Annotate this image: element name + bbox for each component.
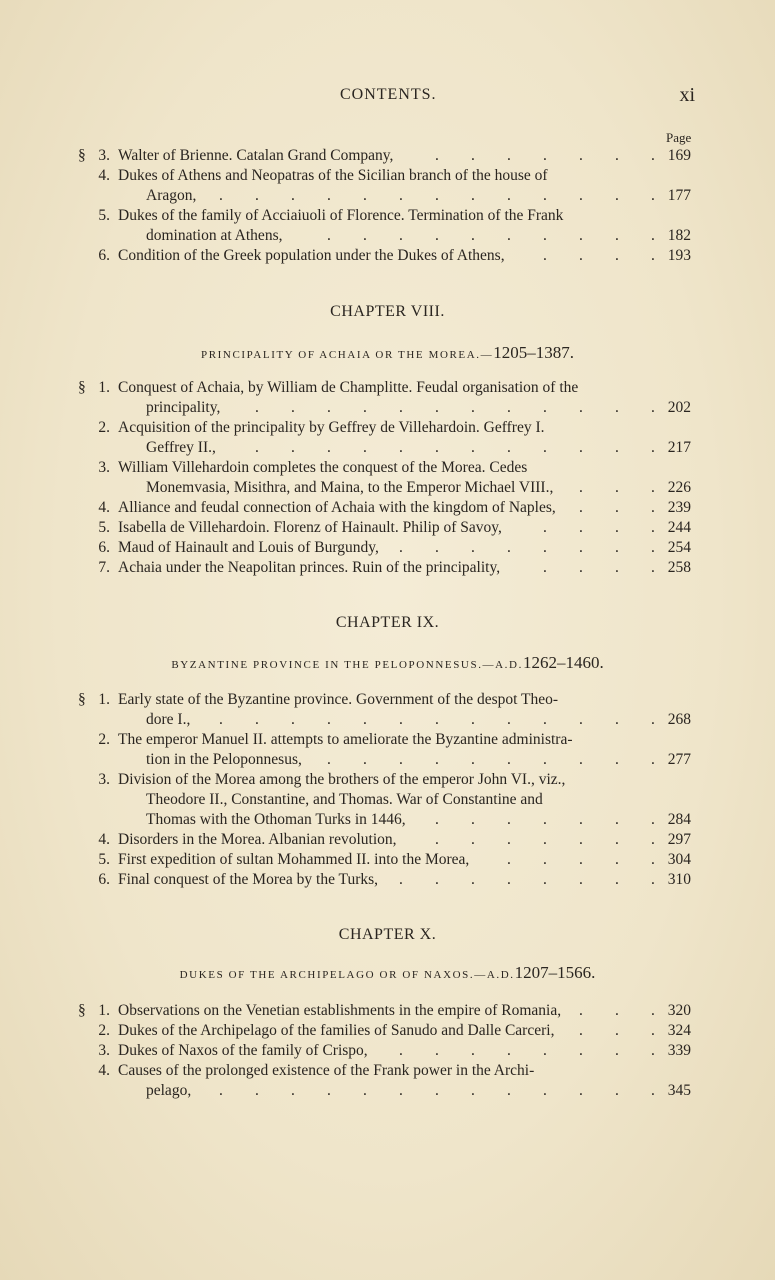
entry-page: 339 <box>667 1042 691 1059</box>
entry-text: Acquisition of the principality by Geffrey de Villehardoin. Geffrey I. <box>118 419 545 436</box>
entry-text: Isabella de Villehardoin. Florenz of Hainault. Philip of Savoy, <box>118 519 502 536</box>
leader-dot: . <box>507 1082 511 1099</box>
entry-text: Thomas with the Othoman Turks in 1446, <box>146 811 406 828</box>
entry-number: 3. <box>98 147 110 164</box>
leader-dot: . <box>579 439 583 456</box>
leader-dot: . <box>471 1042 475 1059</box>
toc-entry <box>0 246 775 266</box>
entry-number: 1. <box>98 379 110 396</box>
entry-page: 258 <box>667 559 691 576</box>
toc-entry <box>0 498 775 518</box>
leader-dot: . <box>471 811 475 828</box>
entry-text: Causes of the prolonged existence of the Frank power in the Archi- <box>118 1062 535 1079</box>
leader-dot: . <box>579 187 583 204</box>
leader-dot: . <box>435 711 439 728</box>
leader-dot: . <box>651 227 655 244</box>
entry-page: 320 <box>667 1002 691 1019</box>
entry-number: 7. <box>98 559 110 576</box>
entry-text: Achaia under the Neapolitan princes. Ruin of the principality, <box>118 559 501 576</box>
entry-number: 2. <box>98 419 110 436</box>
leader-dot: . <box>579 831 583 848</box>
entry-number: 1. <box>98 691 110 708</box>
page-header <box>0 86 775 112</box>
toc-entry <box>0 538 775 558</box>
entry-page: 284 <box>667 811 691 828</box>
leader-dot: . <box>543 831 547 848</box>
leader-dot: . <box>615 247 619 264</box>
entry-text: Dukes of Naxos of the family of Crispo, <box>118 1042 368 1059</box>
leader-dot: . <box>543 1082 547 1099</box>
leader-dot: . <box>327 187 331 204</box>
entry-text: Early state of the Byzantine province. Government of the despot Theo- <box>118 691 559 708</box>
leader-dot: . <box>363 711 367 728</box>
toc-entry <box>0 1021 775 1041</box>
leader-dot: . <box>651 851 655 868</box>
leader-dot: . <box>327 439 331 456</box>
leader-dot: . <box>543 439 547 456</box>
entry-text: Dukes of the Archipelago of the families of Sanudo and Dalle Carceri, <box>118 1022 555 1039</box>
entry-number: 5. <box>98 519 110 536</box>
entry-text: Conquest of Achaia, by William de Champlitte. Feudal organisation of the <box>118 379 579 396</box>
leader-dot: . <box>651 519 655 536</box>
chapter-title: CHAPTER VIII. <box>330 303 445 320</box>
chapter-subtitle <box>0 343 775 363</box>
chapter-subtitle <box>0 653 775 673</box>
leader-dot: . <box>291 187 295 204</box>
leader-dot: . <box>615 1042 619 1059</box>
leader-dot: . <box>651 811 655 828</box>
entry-number: 5. <box>98 851 110 868</box>
entry-number: 4. <box>98 1062 110 1079</box>
leader-dot: . <box>543 851 547 868</box>
leader-dot: . <box>615 499 619 516</box>
leader-dot: . <box>435 187 439 204</box>
running-title: CONTENTS. <box>340 86 437 103</box>
entry-page: 324 <box>667 1022 691 1039</box>
leader-dot: . <box>507 811 511 828</box>
leader-dot: . <box>291 439 295 456</box>
leader-dot: . <box>435 439 439 456</box>
toc-entry <box>0 458 775 498</box>
entry-text: Aragon, <box>146 187 197 204</box>
entry-page: 202 <box>667 399 691 416</box>
leader-dot: . <box>507 399 511 416</box>
leader-dot: . <box>327 227 331 244</box>
leader-dot: . <box>579 519 583 536</box>
leader-dot: . <box>579 559 583 576</box>
entry-number: 3. <box>98 1042 110 1059</box>
leader-dot: . <box>543 559 547 576</box>
entry-number: 6. <box>98 247 110 264</box>
leader-dot: . <box>399 539 403 556</box>
chapter-subtitle-text: PRINCIPALITY OF ACHAIA OR THE MOREA.— <box>200 349 494 361</box>
toc-entry <box>0 146 775 166</box>
leader-dot: . <box>255 1082 259 1099</box>
entry-page: 297 <box>667 831 691 848</box>
leader-dot: . <box>399 399 403 416</box>
page-column-label: Page <box>666 130 692 145</box>
leader-dot: . <box>363 187 367 204</box>
toc-entry <box>0 206 775 246</box>
entry-text: Observations on the Venetian establishments in the empire of Romania, <box>118 1002 562 1019</box>
leader-dot: . <box>651 871 655 888</box>
leader-dot: . <box>471 871 475 888</box>
leader-dot: . <box>615 187 619 204</box>
leader-dot: . <box>543 751 547 768</box>
leader-dot: . <box>579 751 583 768</box>
toc-entry <box>0 870 775 890</box>
leader-dot: . <box>471 751 475 768</box>
entry-number: 6. <box>98 539 110 556</box>
entry-page: 304 <box>667 851 691 868</box>
entry-text: Theodore II., Constantine, and Thomas. War of Constantine and <box>146 791 543 808</box>
leader-dot: . <box>615 479 619 496</box>
leader-dot: . <box>399 1082 403 1099</box>
toc-entry <box>0 418 775 458</box>
entry-text: dore I., <box>146 711 191 728</box>
leader-dot: . <box>399 227 403 244</box>
leader-dot: . <box>255 187 259 204</box>
leader-dot: . <box>615 399 619 416</box>
chapter-subtitle-text: DUKES OF THE ARCHIPELAGO OR OF NAXOS.—A.D. <box>179 969 515 981</box>
entry-page: 217 <box>667 439 691 456</box>
leader-dot: . <box>327 399 331 416</box>
entry-text: Disorders in the Morea. Albanian revolution, <box>118 831 397 848</box>
leader-dot: . <box>651 751 655 768</box>
toc-entry <box>0 1041 775 1061</box>
leader-dot: . <box>579 247 583 264</box>
entry-page: 254 <box>667 539 691 556</box>
entry-page: 226 <box>667 479 691 496</box>
leader-dot: . <box>579 851 583 868</box>
leader-dot: . <box>651 1082 655 1099</box>
entry-page: 345 <box>667 1082 691 1099</box>
leader-dot: . <box>615 811 619 828</box>
leader-dot: . <box>543 399 547 416</box>
leader-dot: . <box>471 539 475 556</box>
toc-entry <box>0 518 775 538</box>
leader-dot: . <box>435 399 439 416</box>
leader-dot: . <box>435 147 439 164</box>
leader-dot: . <box>543 187 547 204</box>
entry-text: Final conquest of the Morea by the Turks, <box>118 871 379 888</box>
leader-dot: . <box>579 227 583 244</box>
entry-text: Alliance and feudal connection of Achaia with the kingdom of Naples, <box>118 499 556 516</box>
toc-entry <box>0 730 775 770</box>
section-mark: § <box>78 691 86 708</box>
chapter-years: 1207–1566. <box>514 963 596 982</box>
leader-dot: . <box>579 871 583 888</box>
section-mark: § <box>78 1002 86 1019</box>
chapter-subtitle-text: BYZANTINE PROVINCE IN THE PELOPONNESUS.—A.D. <box>171 659 523 671</box>
leader-dot: . <box>651 399 655 416</box>
toc-entry <box>0 1001 775 1021</box>
leader-dot: . <box>363 439 367 456</box>
leader-dot: . <box>435 227 439 244</box>
leader-dot: . <box>507 1042 511 1059</box>
entry-number: 5. <box>98 207 110 224</box>
leader-dot: . <box>471 187 475 204</box>
entry-number: 2. <box>98 1022 110 1039</box>
leader-dot: . <box>435 751 439 768</box>
leader-dot: . <box>615 227 619 244</box>
entry-number: 4. <box>98 499 110 516</box>
toc-entry <box>0 690 775 730</box>
chapter-title: CHAPTER X. <box>338 926 437 943</box>
leader-dot: . <box>291 711 295 728</box>
leader-dot: . <box>615 1002 619 1019</box>
leader-dot: . <box>255 399 259 416</box>
leader-dot: . <box>507 227 511 244</box>
leader-dot: . <box>543 1042 547 1059</box>
entry-page: 182 <box>667 227 691 244</box>
entry-number: 6. <box>98 871 110 888</box>
toc-entry <box>0 830 775 850</box>
entry-text: Condition of the Greek population under the Dukes of Athens, <box>118 247 505 264</box>
leader-dot: . <box>363 1082 367 1099</box>
leader-dot: . <box>543 147 547 164</box>
leader-dot: . <box>615 439 619 456</box>
leader-dot: . <box>579 539 583 556</box>
leader-dot: . <box>435 1082 439 1099</box>
entry-number: 3. <box>98 459 110 476</box>
leader-dot: . <box>543 811 547 828</box>
leader-dot: . <box>579 1022 583 1039</box>
leader-dot: . <box>507 711 511 728</box>
entry-number: 2. <box>98 731 110 748</box>
leader-dot: . <box>651 711 655 728</box>
entry-text: Maud of Hainault and Louis of Burgundy, <box>118 539 379 556</box>
entry-page: 244 <box>667 519 691 536</box>
leader-dot: . <box>399 711 403 728</box>
leader-dot: . <box>471 399 475 416</box>
leader-dot: . <box>579 399 583 416</box>
leader-dot: . <box>435 811 439 828</box>
leader-dot: . <box>615 711 619 728</box>
leader-dot: . <box>615 851 619 868</box>
leader-dot: . <box>651 831 655 848</box>
toc-entry <box>0 558 775 578</box>
leader-dot: . <box>543 711 547 728</box>
leader-dot: . <box>615 559 619 576</box>
leader-dot: . <box>579 1002 583 1019</box>
entry-number: 1. <box>98 1002 110 1019</box>
entry-text: Dukes of the family of Acciaiuoli of Florence. Termination of the Frank <box>118 207 564 224</box>
leader-dot: . <box>579 711 583 728</box>
leader-dot: . <box>471 227 475 244</box>
toc-entry <box>0 378 775 418</box>
toc-entry <box>0 1061 775 1101</box>
toc-entry <box>0 166 775 206</box>
leader-dot: . <box>399 751 403 768</box>
leader-dot: . <box>507 539 511 556</box>
leader-dot: . <box>579 147 583 164</box>
leader-dot: . <box>435 539 439 556</box>
toc-entry <box>0 850 775 870</box>
entry-text: pelago, <box>146 1082 192 1099</box>
page-number: xi <box>679 84 695 106</box>
entry-text: First expedition of sultan Mohammed II. into the Morea, <box>118 851 470 868</box>
section-mark: § <box>78 147 86 164</box>
leader-dot: . <box>651 499 655 516</box>
leader-dot: . <box>507 831 511 848</box>
leader-dot: . <box>219 711 223 728</box>
leader-dot: . <box>507 187 511 204</box>
leader-dot: . <box>615 1022 619 1039</box>
entry-number: 4. <box>98 167 110 184</box>
chapter-years: 1205–1387. <box>493 343 574 362</box>
leader-dot: . <box>615 539 619 556</box>
leader-dot: . <box>543 539 547 556</box>
leader-dot: . <box>615 831 619 848</box>
leader-dot: . <box>651 439 655 456</box>
leader-dot: . <box>615 147 619 164</box>
leader-dot: . <box>363 227 367 244</box>
section-mark: § <box>78 379 86 396</box>
leader-dot: . <box>435 871 439 888</box>
entry-text: tion in the Peloponnesus, <box>146 751 302 768</box>
entry-text: The emperor Manuel II. attempts to ameliorate the Byzantine administra- <box>118 731 573 748</box>
leader-dot: . <box>435 1042 439 1059</box>
leader-dot: . <box>651 247 655 264</box>
entry-page: 239 <box>667 499 691 516</box>
entry-text: Geffrey II., <box>146 439 216 456</box>
leader-dot: . <box>255 439 259 456</box>
leader-dot: . <box>615 1082 619 1099</box>
entry-text: Dukes of Athens and Neopatras of the Sicilian branch of the house of <box>118 167 548 184</box>
leader-dot: . <box>507 871 511 888</box>
leader-dot: . <box>507 851 511 868</box>
leader-dot: . <box>399 871 403 888</box>
leader-dot: . <box>543 871 547 888</box>
leader-dot: . <box>471 1082 475 1099</box>
leader-dot: . <box>651 147 655 164</box>
leader-dot: . <box>327 711 331 728</box>
leader-dot: . <box>219 187 223 204</box>
leader-dot: . <box>651 479 655 496</box>
leader-dot: . <box>543 227 547 244</box>
leader-dot: . <box>399 1042 403 1059</box>
leader-dot: . <box>399 187 403 204</box>
entry-text: domination at Athens, <box>146 227 283 244</box>
leader-dot: . <box>543 519 547 536</box>
leader-dot: . <box>579 1042 583 1059</box>
leader-dot: . <box>651 559 655 576</box>
entry-page: 193 <box>667 247 691 264</box>
chapter-title: CHAPTER IX. <box>335 614 440 631</box>
leader-dot: . <box>363 751 367 768</box>
entry-page: 277 <box>667 751 691 768</box>
leader-dot: . <box>543 247 547 264</box>
leader-dot: . <box>579 479 583 496</box>
leader-dot: . <box>651 1022 655 1039</box>
entry-text: Division of the Morea among the brothers of the emperor John VI., viz., <box>118 771 566 788</box>
leader-dot: . <box>291 1082 295 1099</box>
entry-text: Monemvasia, Misithra, and Maina, to the Emperor Michael VIII., <box>146 479 554 496</box>
leader-dot: . <box>471 147 475 164</box>
leader-dot: . <box>255 711 259 728</box>
chapter-subtitle <box>0 963 775 983</box>
entry-page: 177 <box>667 187 691 204</box>
leader-dot: . <box>579 499 583 516</box>
leader-dot: . <box>579 811 583 828</box>
leader-dot: . <box>615 871 619 888</box>
entry-page: 310 <box>667 871 691 888</box>
toc-entry <box>0 770 775 830</box>
entry-page: 268 <box>667 711 691 728</box>
leader-dot: . <box>507 147 511 164</box>
leader-dot: . <box>615 751 619 768</box>
leader-dot: . <box>291 399 295 416</box>
leader-dot: . <box>651 1042 655 1059</box>
entry-number: 4. <box>98 831 110 848</box>
leader-dot: . <box>651 187 655 204</box>
entry-page: 169 <box>667 147 691 164</box>
leader-dot: . <box>399 439 403 456</box>
leader-dot: . <box>615 519 619 536</box>
leader-dot: . <box>471 439 475 456</box>
leader-dot: . <box>471 831 475 848</box>
leader-dot: . <box>651 1002 655 1019</box>
leader-dot: . <box>471 711 475 728</box>
leader-dot: . <box>327 751 331 768</box>
leader-dot: . <box>507 439 511 456</box>
entry-number: 3. <box>98 771 110 788</box>
entry-text: William Villehardoin completes the conquest of the Morea. Cedes <box>118 459 528 476</box>
leader-dot: . <box>327 1082 331 1099</box>
leader-dot: . <box>435 831 439 848</box>
leader-dot: . <box>507 751 511 768</box>
leader-dot: . <box>579 1082 583 1099</box>
entry-text: principality, <box>146 399 221 416</box>
leader-dot: . <box>363 399 367 416</box>
leader-dot: . <box>651 539 655 556</box>
leader-dot: . <box>219 1082 223 1099</box>
entry-text: Walter of Brienne. Catalan Grand Company, <box>118 147 394 164</box>
chapter-years: 1262–1460. <box>522 653 604 672</box>
